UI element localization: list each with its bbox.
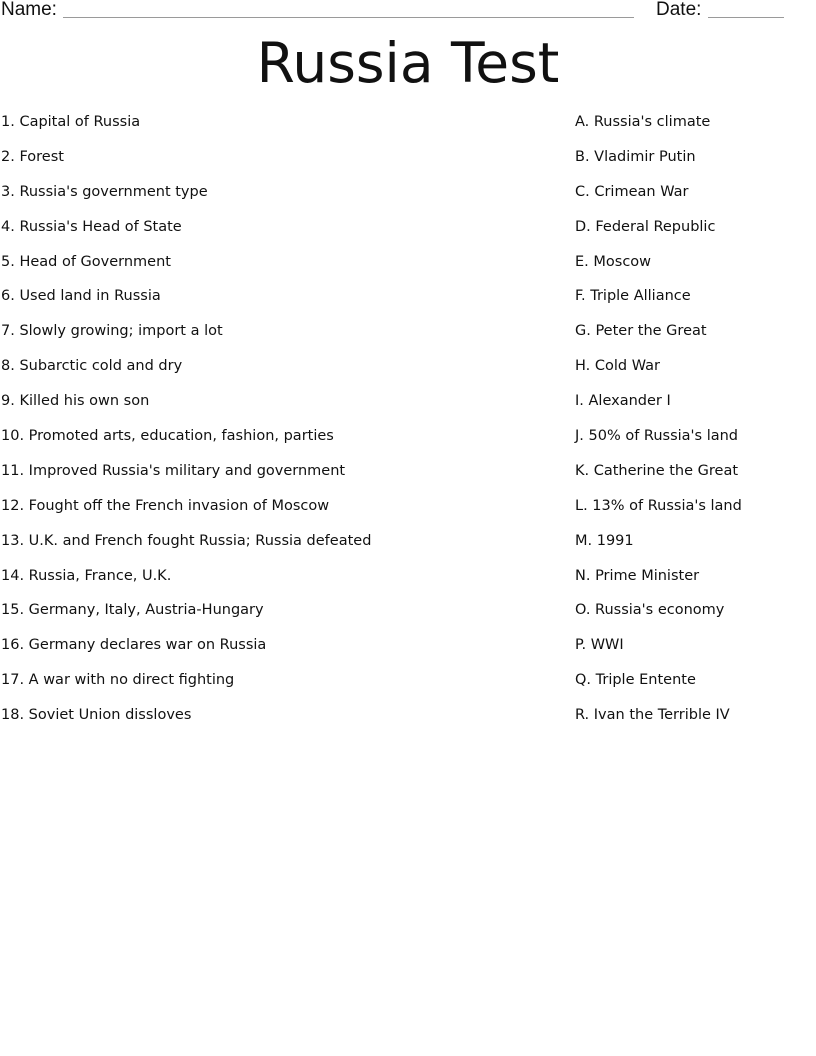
answer-item: D. Federal Republic <box>575 218 716 235</box>
answer-item: C. Crimean War <box>575 183 689 200</box>
name-blank-line[interactable] <box>63 17 634 18</box>
clue-item: 12. Fought off the French invasion of Moscow <box>1 497 330 514</box>
answer-item: R. Ivan the Terrible IV <box>575 707 730 724</box>
answer-item: O. Russia's economy <box>575 602 725 619</box>
clue-item: 16. Germany declares war on Russia <box>1 637 267 654</box>
answer-item: H. Cold War <box>575 358 660 375</box>
clue-item: 18. Soviet Union dissloves <box>1 707 192 724</box>
answer-item: A. Russia's climate <box>575 114 711 130</box>
clue-item: 6. Used land in Russia <box>1 288 161 305</box>
name-label: Name: <box>1 0 57 20</box>
clue-item: 17. A war with no direct fighting <box>1 672 235 689</box>
worksheet-header <box>0 0 816 24</box>
answer-item: J. 50% of Russia's land <box>575 428 739 445</box>
clue-item: 10. Promoted arts, education, fashion, parties <box>1 428 334 445</box>
clue-item: 11. Improved Russia's military and government <box>1 462 346 479</box>
date-label: Date: <box>656 0 702 20</box>
clue-item: 3. Russia's government type <box>1 183 208 200</box>
answer-item: Q. Triple Entente <box>575 672 696 689</box>
page-title: Russia Test <box>256 31 560 95</box>
clue-item: 5. Head of Government <box>1 253 171 270</box>
clue-item: 8. Subarctic cold and dry <box>1 358 183 375</box>
answer-item: P. WWI <box>575 637 624 654</box>
clue-item: 2. Forest <box>1 148 64 165</box>
clue-item: 7. Slowly growing; import a lot <box>1 323 223 340</box>
clue-item: 4. Russia's Head of State <box>1 218 182 235</box>
answer-list <box>575 112 810 740</box>
answer-item: L. 13% of Russia's land <box>575 497 742 514</box>
answer-item: M. 1991 <box>575 532 634 549</box>
answer-item: E. Moscow <box>575 253 652 270</box>
clue-item: 13. U.K. and French fought Russia; Russia defeated <box>1 532 372 549</box>
answer-item: F. Triple Alliance <box>575 288 691 305</box>
date-blank-line[interactable] <box>708 17 784 18</box>
clue-item: 14. Russia, France, U.K. <box>1 567 172 584</box>
answer-item: I. Alexander I <box>575 393 671 410</box>
answer-item: K. Catherine the Great <box>575 462 739 479</box>
clue-list <box>1 112 541 740</box>
answer-item: G. Peter the Great <box>575 323 707 340</box>
clue-item: 15. Germany, Italy, Austria-Hungary <box>1 602 264 619</box>
answer-item: B. Vladimir Putin <box>575 148 696 165</box>
clue-item: 1. Capital of Russia <box>1 114 141 130</box>
clue-item: 9. Killed his own son <box>1 393 150 410</box>
answer-item: N. Prime Minister <box>575 567 700 584</box>
